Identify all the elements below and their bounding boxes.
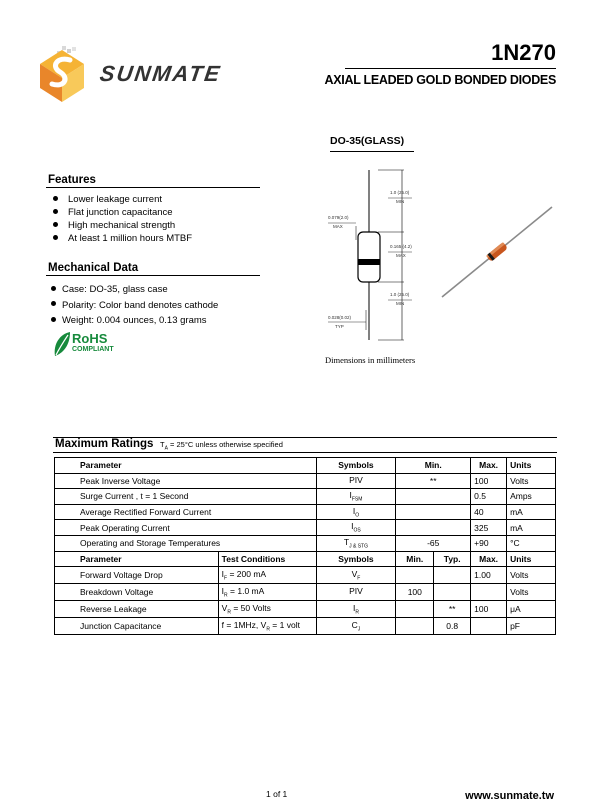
list-item: Polarity: Color band denotes cathode xyxy=(51,298,218,314)
list-item: Case: DO-35, glass case xyxy=(51,282,218,298)
table-row: Breakdown Voltage $I_R = 1.0$ mA PIV 100 Volts xyxy=(55,584,556,601)
brand-name: SUNMATE xyxy=(98,61,223,86)
table-row: Operating and Storage Temperatures $T_{J \& STG}$ -65 +90 °C xyxy=(55,535,556,551)
ratings-title: Maximum Ratings xyxy=(55,438,154,450)
header-parameter: Parameter xyxy=(55,458,219,474)
table-row: Forward Voltage Drop $I_F = 200$ mA $V_F$ 1.00 Volts xyxy=(55,567,556,584)
bullet-icon xyxy=(53,235,58,240)
dim-body-dia: 0.079(2.0) xyxy=(328,215,349,220)
table-row: Reverse Leakage $V_R = 50$ Volts $I_R$ ** 100 μA xyxy=(55,601,556,618)
dim-lead-top-unit: MIN xyxy=(396,199,405,204)
bullet-icon xyxy=(51,286,56,291)
bullet-icon xyxy=(53,222,58,227)
dim-lead-dia: 0.028(0.02) xyxy=(328,315,352,320)
list-item: High mechanical strength xyxy=(53,219,192,232)
website-link[interactable]: www.sunmate.tw xyxy=(465,790,554,802)
sunmate-logo-icon xyxy=(36,46,98,104)
bullet-icon xyxy=(51,317,56,322)
header-min: Min. xyxy=(396,458,471,474)
diode-photo-image xyxy=(440,205,555,300)
list-item: Lower leakage current xyxy=(53,193,192,206)
features-title: Features xyxy=(48,174,96,186)
package-name: DO-35(GLASS) xyxy=(330,135,405,147)
bullet-icon xyxy=(51,301,56,306)
header-conditions: Test Conditions xyxy=(218,551,316,567)
dim-lead-top: 1.0 (25.0) xyxy=(390,190,410,195)
mechanical-list xyxy=(51,282,218,329)
dim-lead-bot: 1.0 (25.0) xyxy=(390,292,410,297)
header-symbols: Symbols xyxy=(316,458,396,474)
package-dimension-drawing xyxy=(320,160,420,350)
dim-body-len-unit: MAX xyxy=(396,253,406,258)
table-row: Peak Operating Current $I_{OS}$ 325 mA xyxy=(55,520,556,536)
page-number: 1 of 1 xyxy=(266,789,288,799)
dim-body-len: 0.165 (4.2) xyxy=(390,244,412,249)
table-header-row xyxy=(55,551,556,567)
table-header-row xyxy=(55,458,556,474)
header-units: Units xyxy=(507,458,556,474)
mechanical-divider xyxy=(46,275,260,276)
header-units: Units xyxy=(507,551,556,567)
table-row: Peak Inverse Voltage PIV ** 100 Volts xyxy=(55,473,556,489)
mechanical-title: Mechanical Data xyxy=(48,262,139,274)
rohs-label: RoHS xyxy=(72,331,108,346)
features-divider xyxy=(46,187,260,188)
dim-body-dia-unit: MAX xyxy=(333,224,343,229)
header-parameter: Parameter xyxy=(55,551,219,567)
list-item: At least 1 million hours MTBF xyxy=(53,232,192,245)
header-max: Max. xyxy=(471,551,507,567)
ratings-note: $T_A = 25^\circ C$ unless otherwise specified xyxy=(160,440,283,452)
features-list xyxy=(53,193,192,245)
dim-lead-dia-unit: TYP xyxy=(335,324,344,329)
table-row: Average Rectified Forward Current $I_O$ 40 mA xyxy=(55,504,556,520)
header-typ: Typ. xyxy=(434,551,471,567)
part-number: 1N270 xyxy=(491,40,556,65)
list-item: Flat junction capacitance xyxy=(53,206,192,219)
header-divider xyxy=(345,68,556,69)
rohs-leaf-icon xyxy=(52,330,72,358)
dimensions-caption: Dimensions in millimeters xyxy=(325,355,416,365)
header-max: Max. xyxy=(471,458,507,474)
header-symbols: Symbols xyxy=(316,551,396,567)
document-subtitle: AXIAL LEADED GOLD BONDED DIODES xyxy=(324,73,556,87)
bullet-icon xyxy=(53,209,58,214)
ratings-bottom-rule xyxy=(53,452,557,453)
dim-lead-bot-unit: MIN xyxy=(396,301,405,306)
list-item: Weight: 0.004 ounces, 0.13 grams xyxy=(51,313,218,329)
table-row: Junction Capacitance f = 1MHz, $V_R = 1$ volt $C_J$ 0.8 pF xyxy=(55,618,556,635)
package-divider xyxy=(330,151,414,152)
bullet-icon xyxy=(53,196,58,201)
header-min: Min. xyxy=(396,551,434,567)
ratings-table xyxy=(54,457,556,635)
rohs-sublabel: COMPLIANT xyxy=(72,346,114,353)
table-row: Surge Current , t = 1 Second $I_{FSM}$ 0.5 Amps xyxy=(55,489,556,505)
